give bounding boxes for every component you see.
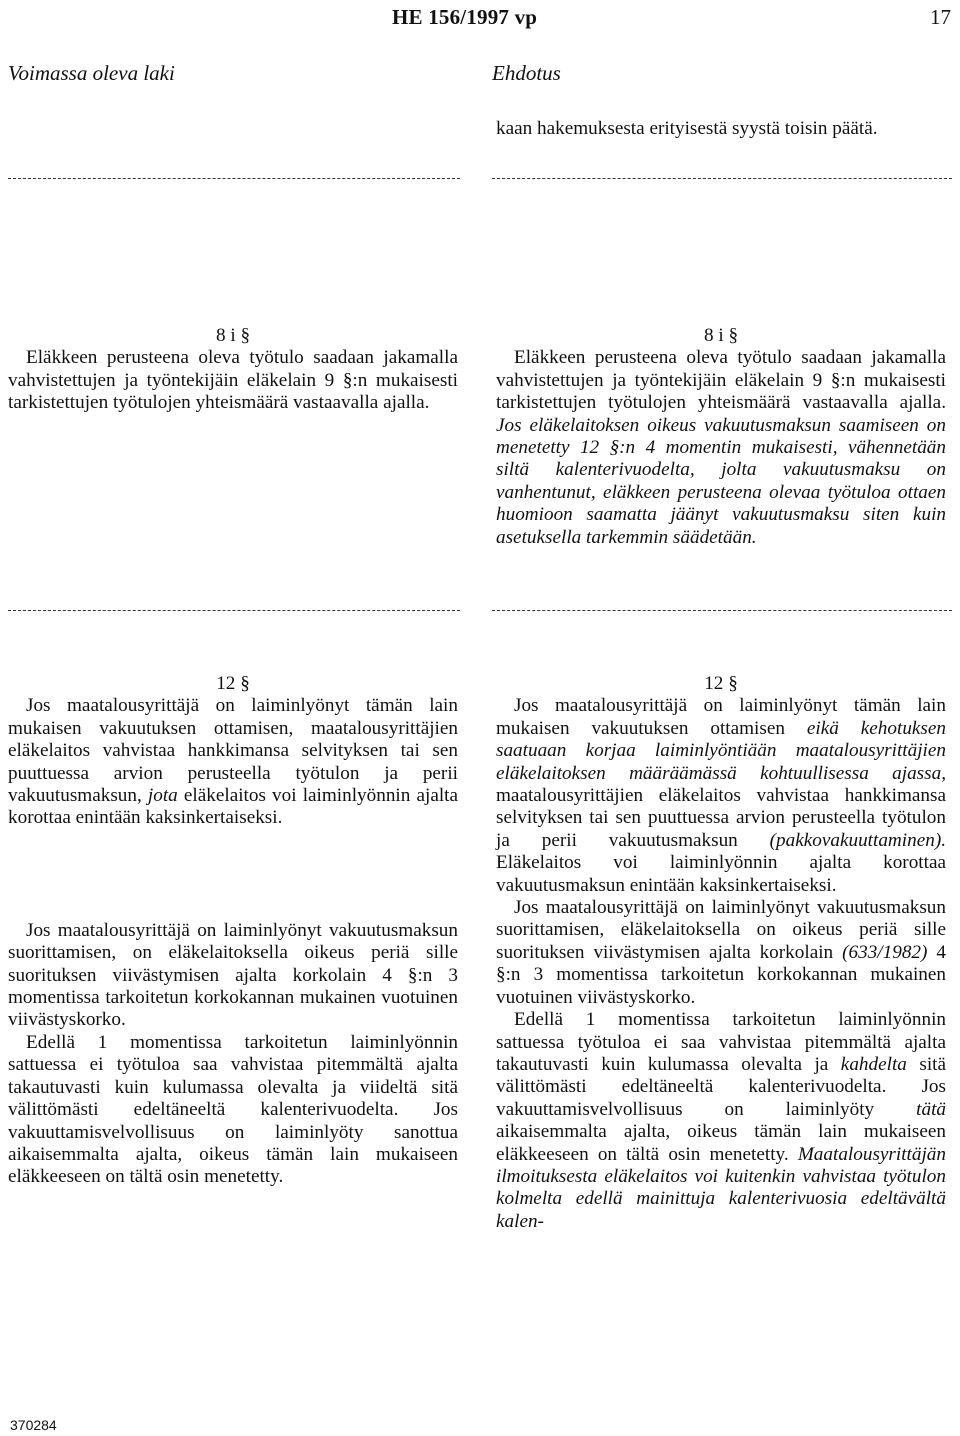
italic-run: (633/1982) <box>842 941 928 963</box>
text-run: Jos maatalousyrittäjä on laiminlyönyt tämän lain mukaisen vakuutuksen ottamisen <box>496 695 946 739</box>
italic-run: (pakkovakuuttaminen). <box>769 829 947 851</box>
separator-right-2 <box>492 610 952 611</box>
text-run: maatalousyrittäjien eläkelaitos vahvistaa hankkimansa selvityksen tai sen puuttuessa arvion perusteella työtulon ja perii vakuutusmaksun <box>496 785 946 851</box>
running-header <box>0 6 960 32</box>
text-run: Edellä 1 momentissa tarkoitetun laiminlyönnin sattuessa työtuloa ei saa vahvistaa pitemmältä ajalta takautuvasti kuin kulumassa olevalta ja <box>496 1009 946 1075</box>
separator-left-2 <box>8 610 460 611</box>
italic-run: jota <box>147 785 178 807</box>
amendment-text: Jos eläkelaitoksen oikeus vakuutusmaksun saamiseen on menetetty 12 §:n 4 momentin mukaisesti, vähennetään siltä kalenterivuodelta, jolta vakuutusmaksu on vanhentunut, eläkkeen perusteena olevaa työtuloa ottaen huomioon saamatta jäänyt vakuutusmaksu siten kuin asetuksella tarkemmin säädetään. <box>496 414 946 548</box>
section-text: Eläkkeen perusteena oleva työtulo saadaan jakamalla vahvistettujen ja työntekijäin eläkelain 9 §:n mukaisesti tarkistettujen työtulojen yhteismäärä vastaavalla ajalla. <box>8 347 458 414</box>
column-title-current-law: Voimassa oleva laki <box>8 61 175 85</box>
section-heading: 8 i § <box>215 325 251 346</box>
text-run: eläkelaitos voi laiminlyönnin ajalta korottaa enintään kaksinkertaiseksi. <box>8 785 459 829</box>
text-run: Jos maatalousyrittäjä on laiminlyönyt vakuutusmaksun suorittamisen, eläkelaitoksella on oikeus periä sille suorituksen viivästymisen ajalta korkolain <box>496 897 946 963</box>
separator-left-1 <box>8 178 460 179</box>
section-12-current <box>8 673 458 1189</box>
text-run: 4 §:n 3 momentissa tarkoitetun korkokannan mukainen vuotuinen viivästyskorko. <box>496 941 947 1008</box>
section-8i-current <box>8 325 458 415</box>
section-8i-proposal <box>496 325 946 549</box>
paragraph-2 <box>496 897 946 1009</box>
page-number: 17 <box>930 5 951 29</box>
section-heading: 8 i § <box>703 325 739 346</box>
text-run: Eläkelaitos voi laiminlyönnin ajalta korottaa vakuutusmaksun enintään kaksinkertaiseksi. <box>496 852 946 896</box>
text-run: Jos maatalousyrittäjä on laiminlyönyt tämän lain mukaisen vakuutuksen ottamisen, maatalousyrittäjien eläkelaitos vahvistaa hankkimansa selvityksen tai sen puuttuessa arvion perusteella työtulon ja perii vakuutusmaksun, <box>8 695 458 807</box>
column-title-proposal: Ehdotus <box>492 61 561 85</box>
separator-right-1 <box>492 178 952 179</box>
section-text <box>496 347 946 549</box>
paragraph-3 <box>496 1009 946 1233</box>
italic-run: eikä kehotuksen saatuaan korjaa laiminlyöntiään maatalousyrittäjien eläkelaitoksen määräämässä kohtuullisessa ajassa, <box>496 717 947 784</box>
text-run: sitä välittömästi edeltäneeltä kalenterivuodelta. Jos vakuuttamisvelvollisuus on laiminlyöty <box>496 1053 947 1120</box>
document-id: HE 156/1997 vp <box>392 5 538 29</box>
section-12-proposal <box>496 673 946 1233</box>
paragraph-3: Edellä 1 momentissa tarkoitetun laiminlyönnin sattuessa ei työtuloa saa vahvistaa pitemmältä ajalta takautuvasti kuin kulumassa olevalta ja viideltä sitä välittömästi edeltäneeltä kalenterivuodelta. Jos vakuuttamisvelvollisuus on laiminlyöty sanottua aikaisemmalta ajalta, oikeus tämän lain mukaiseen eläkkeeseen on tältä osin menetetty. <box>8 1031 458 1188</box>
text-run: aikaisemmalta ajalta, oikeus tämän lain mukaiseen eläkkeeseen on tältä osin menetetty. <box>496 1121 946 1165</box>
proposal-intro-text: kaan hakemuksesta erityisestä syystä toisin päätä. <box>496 118 878 139</box>
paragraph-2: Jos maatalousyrittäjä on laiminlyönyt vakuutusmaksun suorittamisen, on eläkelaitoksella oikeus periä sille suorituksen viivästymisen ajalta korkolain 4 §:n 3 momentissa tarkoitetun korkokannan mukainen vuotuinen viivästyskorko. <box>8 919 458 1031</box>
paragraph-1 <box>496 695 946 897</box>
text-run: Eläkkeen perusteena oleva työtulo saadaan jakamalla vahvistettujen ja työntekijäin eläkelain 9 §:n mukaisesti tarkistettujen työtulojen yhteismäärä vastaavalla ajalla. <box>496 347 946 414</box>
print-code: 370284 <box>10 1417 57 1433</box>
paragraph-1 <box>8 695 458 829</box>
italic-run: tätä <box>916 1098 946 1120</box>
section-heading: 12 § <box>704 673 738 694</box>
italic-run: kahdelta <box>840 1053 907 1075</box>
section-heading: 12 § <box>216 673 250 694</box>
proposal-intro <box>496 118 946 140</box>
italic-run: Maatalousyrittäjän ilmoituksesta eläkelaitos voi kuitenkin vahvistaa työtulon kolmelta edellä mainittuja kalenterivuosia edeltävältä kalen- <box>496 1143 946 1232</box>
